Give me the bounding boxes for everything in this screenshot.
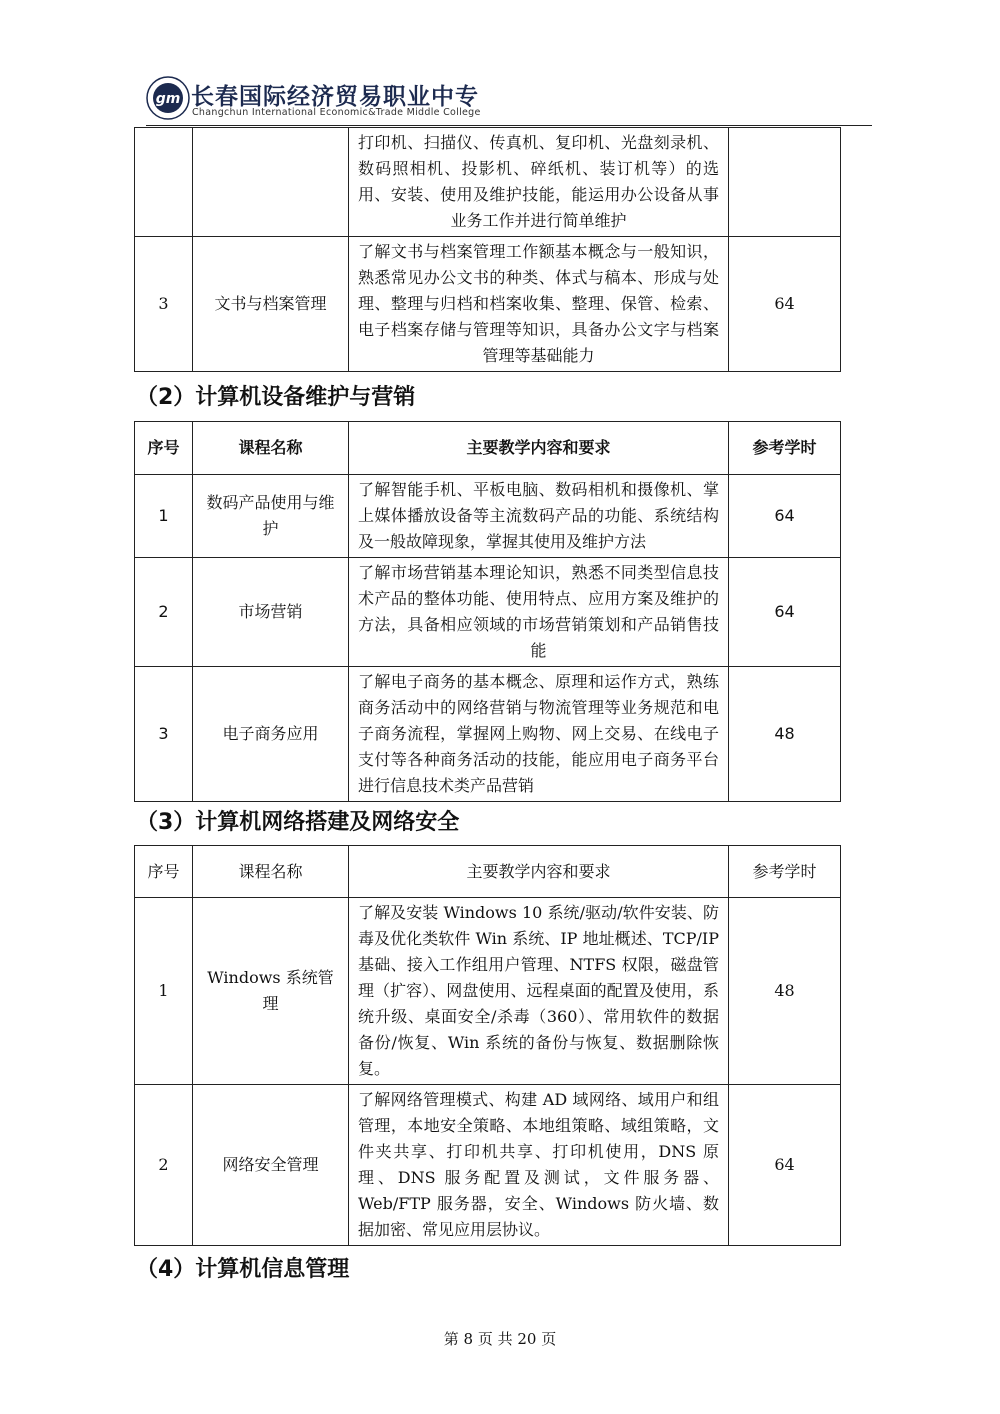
header-divider: [146, 125, 872, 126]
section-title-4: （4）计算机信息管理: [136, 1257, 350, 1282]
table-row: [135, 667, 841, 802]
cell-number: 2: [135, 558, 193, 667]
header-hours: 参考学时: [729, 846, 841, 898]
cell-number: 3: [135, 237, 193, 372]
cell-hours: 48: [729, 898, 841, 1085]
section-title-3: （3）计算机网络搭建及网络安全: [136, 810, 460, 835]
cell-number: [135, 128, 193, 237]
header-number: 序号: [135, 846, 193, 898]
cell-course-name: 数码产品使用与维护: [193, 475, 349, 558]
cell-number: 2: [135, 1085, 193, 1246]
cell-course-name: 市场营销: [193, 558, 349, 667]
course-table-2: [134, 421, 841, 802]
cell-hours: 64: [729, 475, 841, 558]
course-table-3: [134, 845, 841, 1246]
cell-content: 了解智能手机、平板电脑、数码相机和摄像机、掌上媒体播放设备等主流数码产品的功能、系统结构及一般故障现象，掌握其使用及维护方法: [349, 475, 729, 558]
continuation-table: [134, 127, 841, 372]
table-row: [135, 475, 841, 558]
cell-content: 了解网络管理模式、构建 AD 域网络、域用户和组管理，本地安全策略、本地组策略、域组策略，文件夹共享、打印机共享、打印机使用，DNS 原理、DNS 服务配置及测试，文件服务器、Web/FTP 服务器，安全、Windows 防火墙、数据加密、常见应用层协议。: [349, 1085, 729, 1246]
table-row: [135, 237, 841, 372]
cell-number: 3: [135, 667, 193, 802]
cell-hours: 64: [729, 237, 841, 372]
cell-number: 1: [135, 898, 193, 1085]
table-row: [135, 128, 841, 237]
table-row: [135, 898, 841, 1085]
cell-content: 了解市场营销基本理论知识，熟悉不同类型信息技术产品的整体功能、使用特点、应用方案及维护的方法，具备相应领域的市场营销策划和产品销售技能: [349, 558, 729, 667]
cell-course-name: [193, 128, 349, 237]
cell-course-name: 网络安全管理: [193, 1085, 349, 1246]
header-content: 主要教学内容和要求: [349, 422, 729, 475]
school-logo-icon: [146, 76, 190, 120]
cell-content: 了解电子商务的基本概念、原理和运作方式，熟练商务活动中的网络营销与物流管理等业务规范和电子商务流程，掌握网上购物、网上交易、在线电子支付等各种商务活动的技能，能应用电子商务平台进行信息技术类产品营销: [349, 667, 729, 802]
cell-content: 打印机、扫描仪、传真机、复印机、光盘刻录机、数码照相机、投影机、碎纸机、装订机等）的选用、安装、使用及维护技能，能运用办公设备从事业务工作并进行简单维护: [349, 128, 729, 237]
school-name-cn: 长春国际经济贸易职业中专: [191, 84, 479, 110]
cell-course-name: 文书与档案管理: [193, 237, 349, 372]
table-row: [135, 1085, 841, 1246]
cell-hours: 64: [729, 558, 841, 667]
cell-content: 了解及安装 Windows 10 系统/驱动/软件安装、防毒及优化类软件 Win 系统、IP 地址概述、TCP/IP 基础、接入工作组用户管理、NTFS 权限，磁盘管理（扩容）、网盘使用、远程桌面的配置及使用，系统升级、桌面安全/杀毒（360）、常用软件的数据备份/恢复、Win 系统的备份与恢复、数据删除恢复。: [349, 898, 729, 1085]
table-row: [135, 558, 841, 667]
header-hours: 参考学时: [729, 422, 841, 475]
school-name-en: Changchun International Economic&Trade Middle College: [192, 107, 481, 118]
cell-hours: 48: [729, 667, 841, 802]
page-header: [146, 74, 872, 130]
header-course-name: 课程名称: [193, 422, 349, 475]
cell-course-name: Windows 系统管理: [193, 898, 349, 1085]
header-course-name: 课程名称: [193, 846, 349, 898]
cell-hours: 64: [729, 1085, 841, 1246]
cell-number: 1: [135, 475, 193, 558]
cell-course-name: 电子商务应用: [193, 667, 349, 802]
page-number: 第 8 页 共 20 页: [443, 1330, 557, 1348]
cell-content: 了解文书与档案管理工作额基本概念与一般知识，熟悉常见办公文书的种类、体式与稿本、形成与处理、整理与归档和档案收集、整理、保管、检索、电子档案存储与管理等知识，具备办公文字与档案管理等基础能力: [349, 237, 729, 372]
table-header-row: [135, 846, 841, 898]
section-title-2: （2）计算机设备维护与营销: [136, 385, 416, 410]
header-content: 主要教学内容和要求: [349, 846, 729, 898]
header-number: 序号: [135, 422, 193, 475]
cell-hours: [729, 128, 841, 237]
svg-text:gm: gm: [155, 91, 181, 107]
table-header-row: [135, 422, 841, 475]
